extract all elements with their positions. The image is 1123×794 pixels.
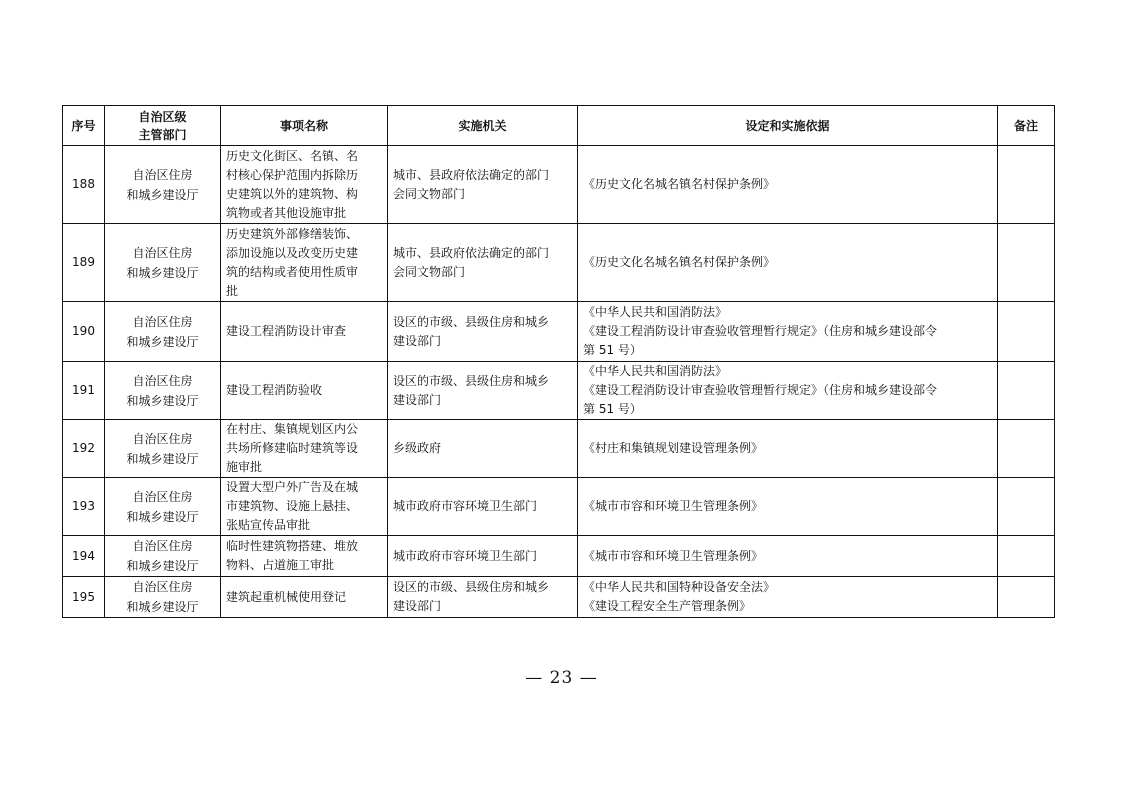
table-row [63,536,1055,577]
table-row [63,577,1055,618]
cell-implementing-agency [388,577,578,618]
cell-item-name [221,362,388,420]
cell-remarks [998,302,1055,362]
item-name-line: 张贴宣传品审批 [226,518,311,532]
department-line: 自治区住房 [132,539,193,553]
department-line: 自治区住房 [132,314,193,329]
item-name-line: 临时性建筑物搭建、堆放 [226,539,359,553]
legal-basis-line: 第 51 号） [583,343,642,357]
table-row [63,224,1055,302]
legal-basis-line: 第 51 号） [583,402,642,416]
legal-basis-line: 《中华人民共和国消防法》 [583,305,728,319]
cell-serial-number: 189 [63,224,105,302]
cell-serial-number: 191 [63,362,105,420]
department-line: 自治区住房 [132,431,193,446]
page-number: — 23 — [525,668,598,688]
item-name-line: 历史建筑外部修缮装饰、 [226,226,359,241]
department-line: 和城乡建设厅 [126,265,199,280]
item-name-line: 在村庄、集镇规划区内公 [226,422,359,436]
department-line: 自治区住房 [132,167,193,182]
agency-line: 会同文物部门 [393,264,466,279]
cell-competent-department [105,536,221,577]
department-line: 和城乡建设厅 [126,334,199,349]
agency-line: 建设部门 [393,333,442,348]
cell-item-name [221,478,388,536]
legal-basis-line: 《历史文化名城名镇名村保护条例》 [583,177,776,191]
item-name-line: 筑物或者其他设施审批 [226,205,347,220]
department-line: 和城乡建设厅 [126,509,199,524]
item-name-line: 史建筑以外的建筑物、构 [226,186,359,201]
agency-line: 城市政府市容环境卫生部门 [393,499,538,513]
legal-basis-line: 《历史文化名城名镇名村保护条例》 [583,255,776,269]
table-row [63,362,1055,420]
header-dept-line1: 自治区级 [138,109,187,124]
cell-item-name [221,146,388,224]
cell-remarks [998,146,1055,224]
cell-legal-basis [578,362,998,420]
agency-line: 设区的市级、县级住房和城乡 [393,314,550,329]
cell-implementing-agency [388,362,578,420]
cell-competent-department [105,420,221,478]
legal-basis-line: 《中华人民共和国特种设备安全法》 [583,580,776,594]
item-name-line: 物料、占道施工审批 [226,558,335,572]
agency-line: 城市政府市容环境卫生部门 [393,548,538,563]
cell-item-name [221,302,388,362]
cell-legal-basis [578,478,998,536]
item-name-line: 共场所修建临时建筑等设 [226,441,359,455]
cell-serial-number: 192 [63,420,105,478]
agency-line: 城市、县政府依法确定的部门 [393,167,550,182]
cell-serial-number: 188 [63,146,105,224]
cell-serial-number: 194 [63,536,105,577]
agency-line: 城市、县政府依法确定的部门 [393,245,550,260]
header-implementing-agency: 实施机关 [388,106,578,146]
cell-competent-department [105,478,221,536]
cell-implementing-agency [388,536,578,577]
cell-implementing-agency [388,478,578,536]
item-name-line: 建设工程消防设计审查 [226,324,347,338]
agency-line: 设区的市级、县级住房和城乡 [393,580,550,594]
cell-serial-number: 190 [63,302,105,362]
cell-item-name [221,577,388,618]
header-legal-basis: 设定和实施依据 [578,106,998,146]
agency-line: 乡级政府 [393,441,442,455]
item-name-line: 添加设施以及改变历史建 [226,245,359,260]
cell-remarks [998,224,1055,302]
cell-remarks [998,478,1055,536]
table-row [63,146,1055,224]
agency-line: 会同文物部门 [393,186,466,201]
department-line: 自治区住房 [132,373,193,388]
cell-item-name [221,224,388,302]
department-line: 和城乡建设厅 [126,600,199,614]
item-name-line: 设置大型户外广告及在城 [226,480,359,494]
cell-legal-basis [578,146,998,224]
item-name-line: 建筑起重机械使用登记 [226,589,347,604]
legal-basis-line: 《建设工程消防设计审查验收管理暂行规定》（住房和城乡建设部令 [583,383,938,397]
department-line: 自治区住房 [132,489,193,504]
table-row [63,420,1055,478]
department-line: 和城乡建设厅 [126,559,199,573]
agency-line: 建设部门 [393,392,442,407]
cell-competent-department [105,577,221,618]
cell-serial-number: 195 [63,577,105,618]
cell-item-name [221,420,388,478]
item-name-line: 市建筑物、设施上悬挂、 [226,499,359,513]
legal-basis-line: 《村庄和集镇规划建设管理条例》 [583,441,764,455]
cell-remarks [998,420,1055,478]
department-line: 自治区住房 [132,580,193,594]
department-line: 和城乡建设厅 [126,187,199,202]
cell-remarks [998,577,1055,618]
cell-legal-basis [578,420,998,478]
cell-competent-department [105,224,221,302]
cell-legal-basis [578,577,998,618]
cell-implementing-agency [388,146,578,224]
cell-legal-basis [578,224,998,302]
legal-basis-line: 《城市市容和环境卫生管理条例》 [583,499,764,513]
department-line: 和城乡建设厅 [126,451,199,466]
item-name-line: 建设工程消防验收 [226,383,323,397]
table-row [63,478,1055,536]
table-header-row [63,106,1055,146]
table-row [63,302,1055,362]
table-body [63,146,1055,618]
item-name-line: 历史文化街区、名镇、名 [226,148,359,163]
cell-legal-basis [578,536,998,577]
legal-basis-line: 《城市市容和环境卫生管理条例》 [583,548,764,563]
item-name-line: 施审批 [226,460,263,474]
header-item-name: 事项名称 [221,106,388,146]
cell-competent-department [105,362,221,420]
agency-line: 设区的市级、县级住房和城乡 [393,373,550,388]
header-serial-number: 序号 [63,106,105,146]
administrative-items-table [62,105,1055,618]
cell-legal-basis [578,302,998,362]
item-name-line: 批 [226,283,239,298]
item-name-line: 村核心保护范围内拆除历 [226,167,359,182]
cell-implementing-agency [388,420,578,478]
cell-item-name [221,536,388,577]
cell-remarks [998,536,1055,577]
header-dept-line2: 主管部门 [138,127,187,142]
cell-remarks [998,362,1055,420]
legal-basis-line: 《建设工程消防设计审查验收管理暂行规定》（住房和城乡建设部令 [583,324,938,338]
cell-implementing-agency [388,302,578,362]
cell-competent-department [105,302,221,362]
header-competent-department [105,106,221,146]
legal-basis-line: 《建设工程安全生产管理条例》 [583,599,752,613]
department-line: 自治区住房 [132,245,193,260]
agency-line: 建设部门 [393,599,442,613]
header-remarks: 备注 [998,106,1055,146]
item-name-line: 筑的结构或者使用性质审 [226,264,359,279]
cell-serial-number: 193 [63,478,105,536]
department-line: 和城乡建设厅 [126,393,199,408]
cell-competent-department [105,146,221,224]
cell-implementing-agency [388,224,578,302]
legal-basis-line: 《中华人民共和国消防法》 [583,364,728,378]
